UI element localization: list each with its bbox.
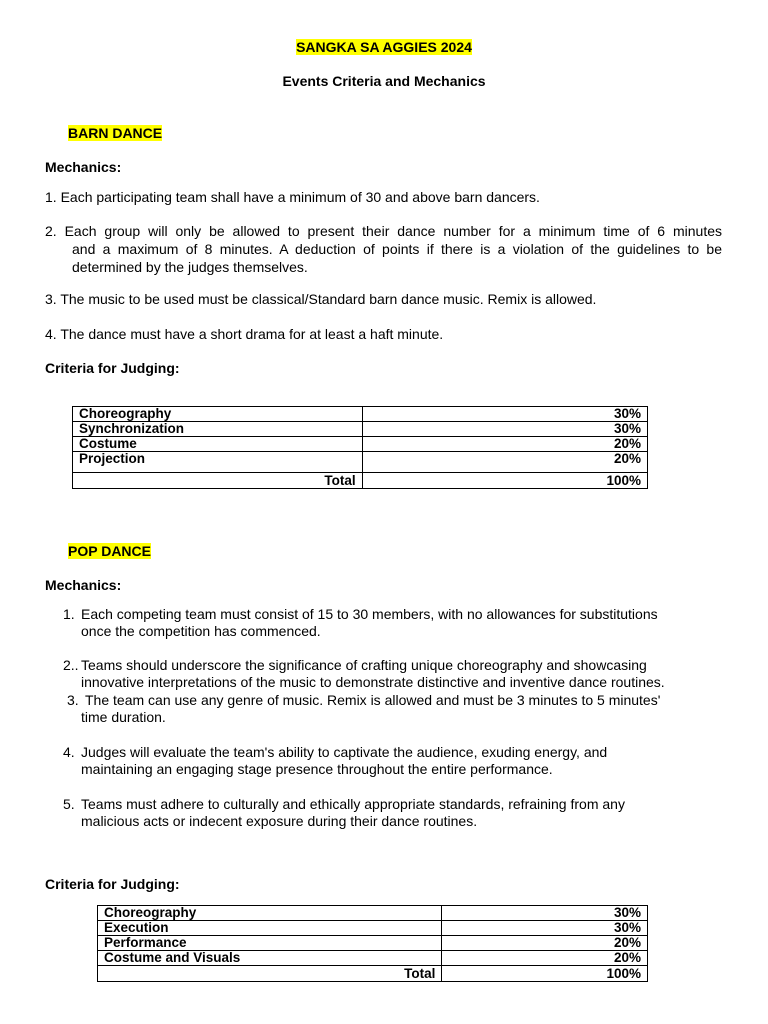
pop-mechanic-1-number: 1. [63,606,75,622]
criterion-name: Choreography [73,407,363,422]
criterion-percent: 20% [362,437,647,452]
criterion-percent: 30% [362,422,647,437]
pop-m4-line-2: maintaining an engaging stage presence throughout the entire performance. [81,761,553,777]
table-total-row [73,473,648,489]
pop-mechanic-3-number: 3. [67,692,79,708]
table-row [73,452,648,473]
table-row [98,951,648,966]
criterion-name: Projection [73,452,363,473]
criterion-name: Performance [98,936,442,951]
barn-mechanic-1: 1. Each participating team shall have a minimum of 30 and above barn dancers. [45,189,540,205]
pop-m4-line-1: Judges will evaluate the team's ability to captivate the audience, exuding energy, and [81,744,608,760]
pop-m1-line-2: once the competition has commenced. [81,623,321,639]
document-title: SANGKA SA AGGIES 2024 [296,39,472,55]
pop-mechanic-5-number: 5. [63,796,75,812]
criterion-name: Costume [73,437,363,452]
pop-m3-line-1: The team can use any genre of music. Remix is allowed and must be 3 minutes to 5 minutes' [85,692,661,708]
table-row [73,422,648,437]
criterion-name: Costume and Visuals [98,951,442,966]
total-value: 100% [442,966,648,982]
pop-criteria-table [97,905,648,982]
table-row [98,906,648,921]
pop-m2-line-1: Teams should underscore the significance of crafting unique choreography and showcasing [81,657,647,673]
table-row [73,437,648,452]
pop-heading-line [68,542,151,560]
barn-dance-heading: BARN DANCE [68,125,163,141]
pop-m1-line-1: Each competing team must consist of 15 to 30 members, with no allowances for substitutions [81,606,658,622]
barn-criteria-label: Criteria for Judging: [45,360,180,376]
pop-m5-line-1: Teams must adhere to culturally and ethically appropriate standards, refraining from any [81,796,625,812]
table-total-row [98,966,648,982]
criterion-name: Choreography [98,906,442,921]
criterion-percent: 20% [442,936,648,951]
criterion-percent: 30% [442,921,648,936]
barn-mechanics-label: Mechanics: [45,159,122,175]
barn-m2-line-3: determined by the judges themselves. [72,259,308,275]
criterion-percent: 30% [362,407,647,422]
barn-mechanic-3: 3. The music to be used must be classical/Standard barn dance music. Remix is allowed. [45,291,597,307]
pop-m3-line-2: time duration. [81,709,166,725]
barn-mechanic-2 [45,222,722,276]
total-label: Total [73,473,363,489]
pop-mechanic-4-number: 4. [63,744,75,760]
pop-criteria-label: Criteria for Judging: [45,876,180,892]
barn-mechanic-4: 4. The dance must have a short drama for at least a haft minute. [45,326,444,342]
barn-heading-line [68,124,162,142]
barn-m2-line-1: 2. Each group will only be allowed to present their dance number for a minimum time of 6 minutes [45,223,722,239]
table-row [73,407,648,422]
criterion-name: Synchronization [73,422,363,437]
barn-criteria-table [72,406,648,489]
table-row [98,921,648,936]
document-subtitle: Events Criteria and Mechanics [282,73,486,89]
criterion-percent: 20% [442,951,648,966]
pop-mechanics-label: Mechanics: [45,577,122,593]
table-row [98,936,648,951]
total-label: Total [98,966,442,982]
pop-m2-line-2: innovative interpretations of the music to demonstrate distinctive and inventive dance routines. [81,674,665,690]
pop-m5-line-2: malicious acts or indecent exposure during their dance routines. [81,813,478,829]
criterion-name: Execution [98,921,442,936]
pop-mechanic-2-number: 2.. [63,657,79,673]
barn-m2-line-2: and a maximum of 8 minutes. A deduction of points if there is a violation of the guidelines to be [72,241,722,257]
criterion-percent: 20% [362,452,647,473]
criterion-percent: 30% [442,906,648,921]
total-value: 100% [362,473,647,489]
pop-dance-heading: POP DANCE [68,543,151,559]
title-line [0,38,768,56]
